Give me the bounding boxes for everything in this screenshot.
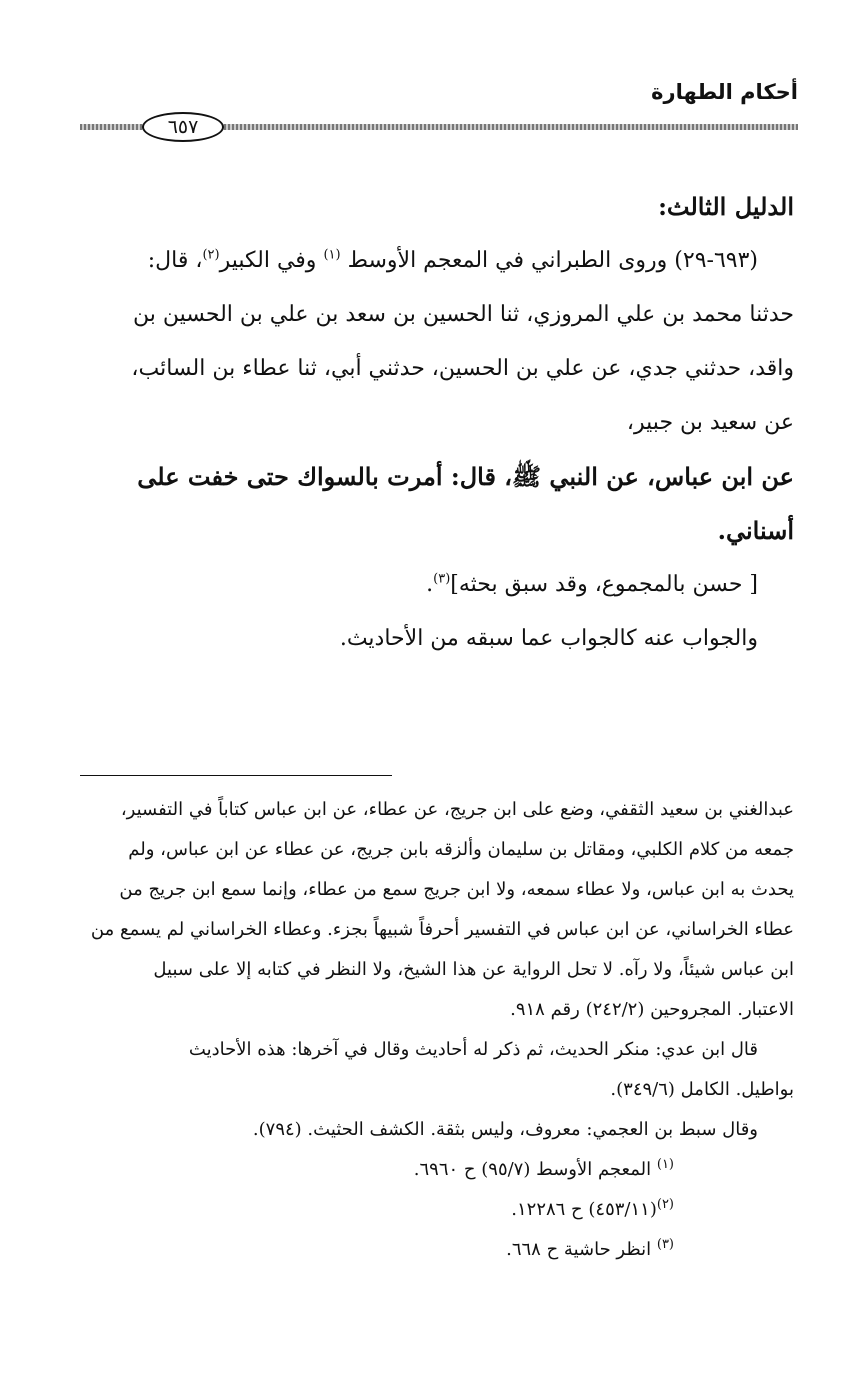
intro-text-c: ، قال: — [147, 248, 203, 273]
answer-line: والجواب عنه كالجواب عما سبقه من الأحاديث. — [339, 626, 758, 651]
footnote-mark-1: (١) — [323, 247, 341, 263]
footnote-line: يحدث به ابن عباس، ولا عطاء سمعه، ولا ابن جريج سمع من عطاء، وإنما سمع ابن جريج من — [119, 879, 794, 900]
hadith-text-1: عن ابن عباس، عن النبي ﷺ، قال: أمرت بالسواك حتى خفت على — [137, 462, 794, 491]
footnote-list — [80, 1150, 794, 1270]
footnote-line: ابن عباس شيئاً، ولا رآه. لا تحل الرواية عن هذا الشيخ، ولا النظر في كتابه إلا على سبيل — [153, 959, 794, 980]
page-number: ٦٥٧ — [142, 112, 224, 142]
footnote-line: عبدالغني بن سعيد الثقفي، وضع على ابن جريج، عن عطاء، عن ابن عباس كتاباً في التفسير، — [120, 799, 794, 820]
isnad-line-3: عن سعيد بن جبير، — [626, 410, 794, 435]
footnote-line: الاعتبار. المجروحين (٢٤٢/٢) رقم ٩١٨. — [510, 999, 794, 1020]
footnote-2-mark: (٢) — [656, 1197, 674, 1212]
footnote-2-text: (٤٥٣/١١) ح ١٢٢٨٦. — [511, 1199, 657, 1220]
footnote-2 — [80, 1190, 674, 1230]
footnotes — [80, 790, 794, 1270]
footnote-3-text: انظر حاشية ح ٦٦٨. — [506, 1239, 657, 1260]
intro-text-a: (٦٩٣-٢٩) وروى الطبراني في المعجم الأوسط — [347, 248, 758, 273]
footnote-line: جمعه من كلام الكلبي، ومقاتل بن سليمان وألزقه بابن جريج، عن عطاء عن ابن عباس، ولم — [128, 839, 794, 860]
hadith-intro — [80, 234, 794, 288]
footnote-line: وقال سبط بن العجمي: معروف، وليس بثقة. الكشف الحثيث. (٧٩٤). — [252, 1119, 758, 1140]
footnote-1 — [80, 1150, 674, 1190]
isnad-line-1: حدثنا محمد بن علي المروزي، ثنا الحسين بن سعد بن علي بن الحسين بن — [133, 302, 794, 327]
footnote-line: قال ابن عدي: منكر الحديث، ثم ذكر له أحاديث وقال في آخرها: هذه الأحاديث — [188, 1039, 758, 1060]
footnote-line: بواطيل. الكامل (٣٤٩/٦). — [610, 1079, 794, 1100]
main-text — [80, 180, 794, 666]
isnad-line-2: واقد، حدثني جدي، عن علي بن الحسين، حدثني أبي، ثنا عطاء بن السائب، — [131, 356, 794, 381]
section-heading: الدليل الثالث: — [658, 192, 794, 221]
footnote-mark-3: (٣) — [433, 571, 451, 587]
hadith-grade — [80, 558, 794, 612]
footnote-1-text: المعجم الأوسط (٩٥/٧) ح ٦٩٦٠. — [413, 1159, 657, 1180]
footnote-3 — [80, 1230, 674, 1270]
intro-text-b: وفي الكبير — [219, 248, 317, 273]
running-header-title: أحكام الطهارة — [651, 80, 798, 104]
footnote-line: عطاء الخراساني، عن ابن عباس في التفسير أحرفاً شبيهاً بجزء. وعطاء الخراساني لم يسمع من — [90, 919, 794, 940]
footnote-separator — [80, 775, 392, 776]
grade-end: . — [426, 572, 434, 597]
footnote-3-mark: (٣) — [656, 1237, 674, 1252]
footnote-1-mark: (١) — [656, 1157, 674, 1172]
hadith-text-2: أسناني. — [717, 516, 794, 545]
grade-text: [ حسن بالمجموع، وقد سبق بحثه] — [450, 572, 758, 597]
footnote-mark-2: (٢) — [202, 247, 220, 263]
